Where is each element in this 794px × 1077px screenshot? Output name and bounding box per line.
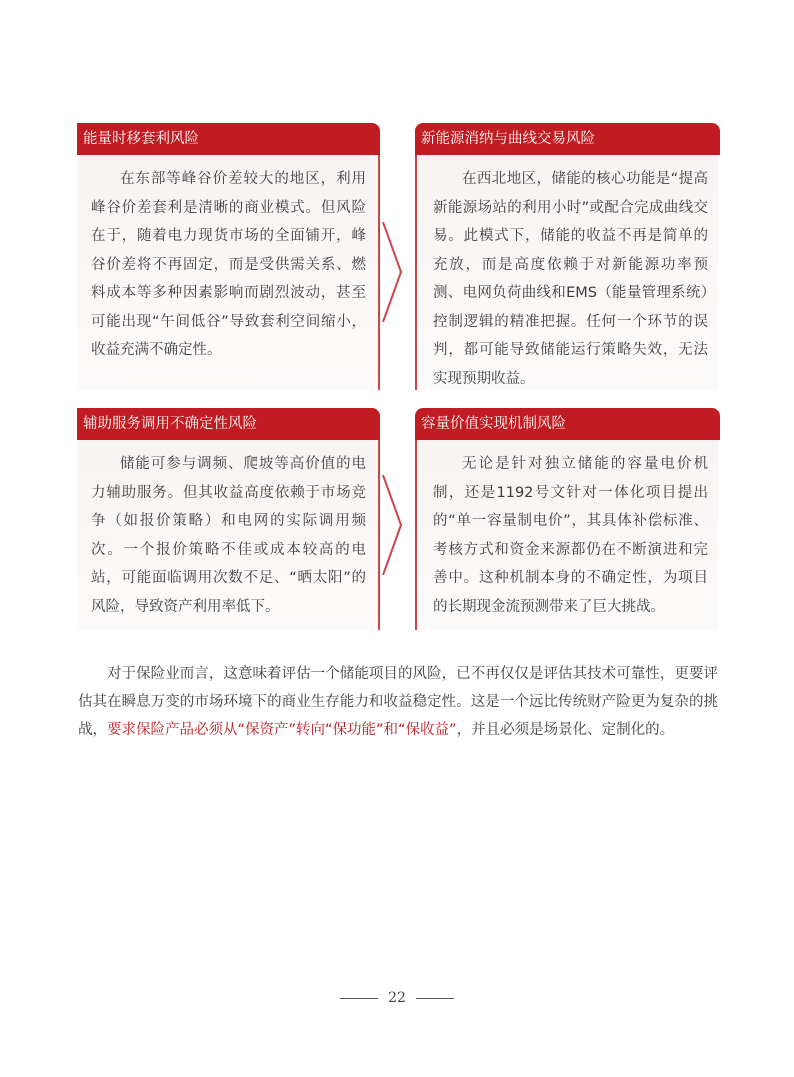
paragraph-text-end: ，并且必须是场景化、定制化的。 (456, 722, 675, 738)
card-title: 辅助服务调用不确定性风险 (77, 408, 380, 440)
footer-rule-left (340, 998, 378, 999)
card-body: 无论是针对独立储能的容量电价机制，还是1192号文针对一体化项目提出的“单一容量制电价”，其具体补偿标准、考核方式和资金来源都仍在不断演进和完善中。这种机制本身的不确定性，为项目的长期现金流预测带来了巨大挑战。 (433, 456, 708, 615)
summary-paragraph (78, 660, 718, 744)
highlighted-text: 要求保险产品必须从“保资产”转向“保功能”和“保收益” (107, 722, 457, 738)
card-title: 容量价值实现机制风险 (415, 408, 720, 440)
paragraph-text: 对于保险业而言，这意味着评估一个储能项目的风险，已不再仅仅是评估其技术可靠性，更要评估其在瞬息万变的市场环境下的商业生存能力和收益稳定性。这是一个远比传统财产险更为复杂的挑战， (78, 666, 718, 738)
risk-card-ancillary-services (77, 408, 380, 630)
card-title: 能量时移套利风险 (77, 123, 380, 155)
risk-card-capacity-value (415, 408, 718, 630)
chevron-right-icon (381, 475, 405, 575)
card-body: 在东部等峰谷价差较大的地区，利用峰谷价差套利是清晰的商业模式。但风险在于，随着电力现货市场的全面铺开，峰谷价差将不再固定，而是受供需关系、燃料成本等多种因素影响而剧烈波动，甚至可能出现“午间低谷”导致套利空间缩小，收益充满不确定性。 (91, 171, 366, 358)
footer-rule-right (416, 998, 454, 999)
card-body: 在西北地区，储能的核心功能是“提高新能源场站的利用小时”或配合完成曲线交易。此模式下，储能的收益不再是简单的充放，而是高度依赖于对新能源功率预测、电网负荷曲线和EMS（能量管理系统）控制逻辑的精准把握。任何一个环节的误判，都可能导致储能运行策略失效，无法实现预期收益。 (433, 171, 708, 387)
risk-card-renewable-curve (415, 123, 718, 390)
risk-card-energy-arbitrage (77, 123, 380, 390)
page-footer (0, 990, 794, 1006)
card-body: 储能可参与调频、爬坡等高价值的电力辅助服务。但其收益高度依赖于市场竞争（如报价策略）和电网的实际调用频次。一个报价策略不佳或成本较高的电站，可能面临调用次数不足、“晒太阳”的风险，导致资产利用率低下。 (91, 456, 366, 615)
chevron-right-icon (381, 222, 405, 322)
page-number: 22 (388, 990, 406, 1006)
card-title: 新能源消纳与曲线交易风险 (415, 123, 720, 155)
